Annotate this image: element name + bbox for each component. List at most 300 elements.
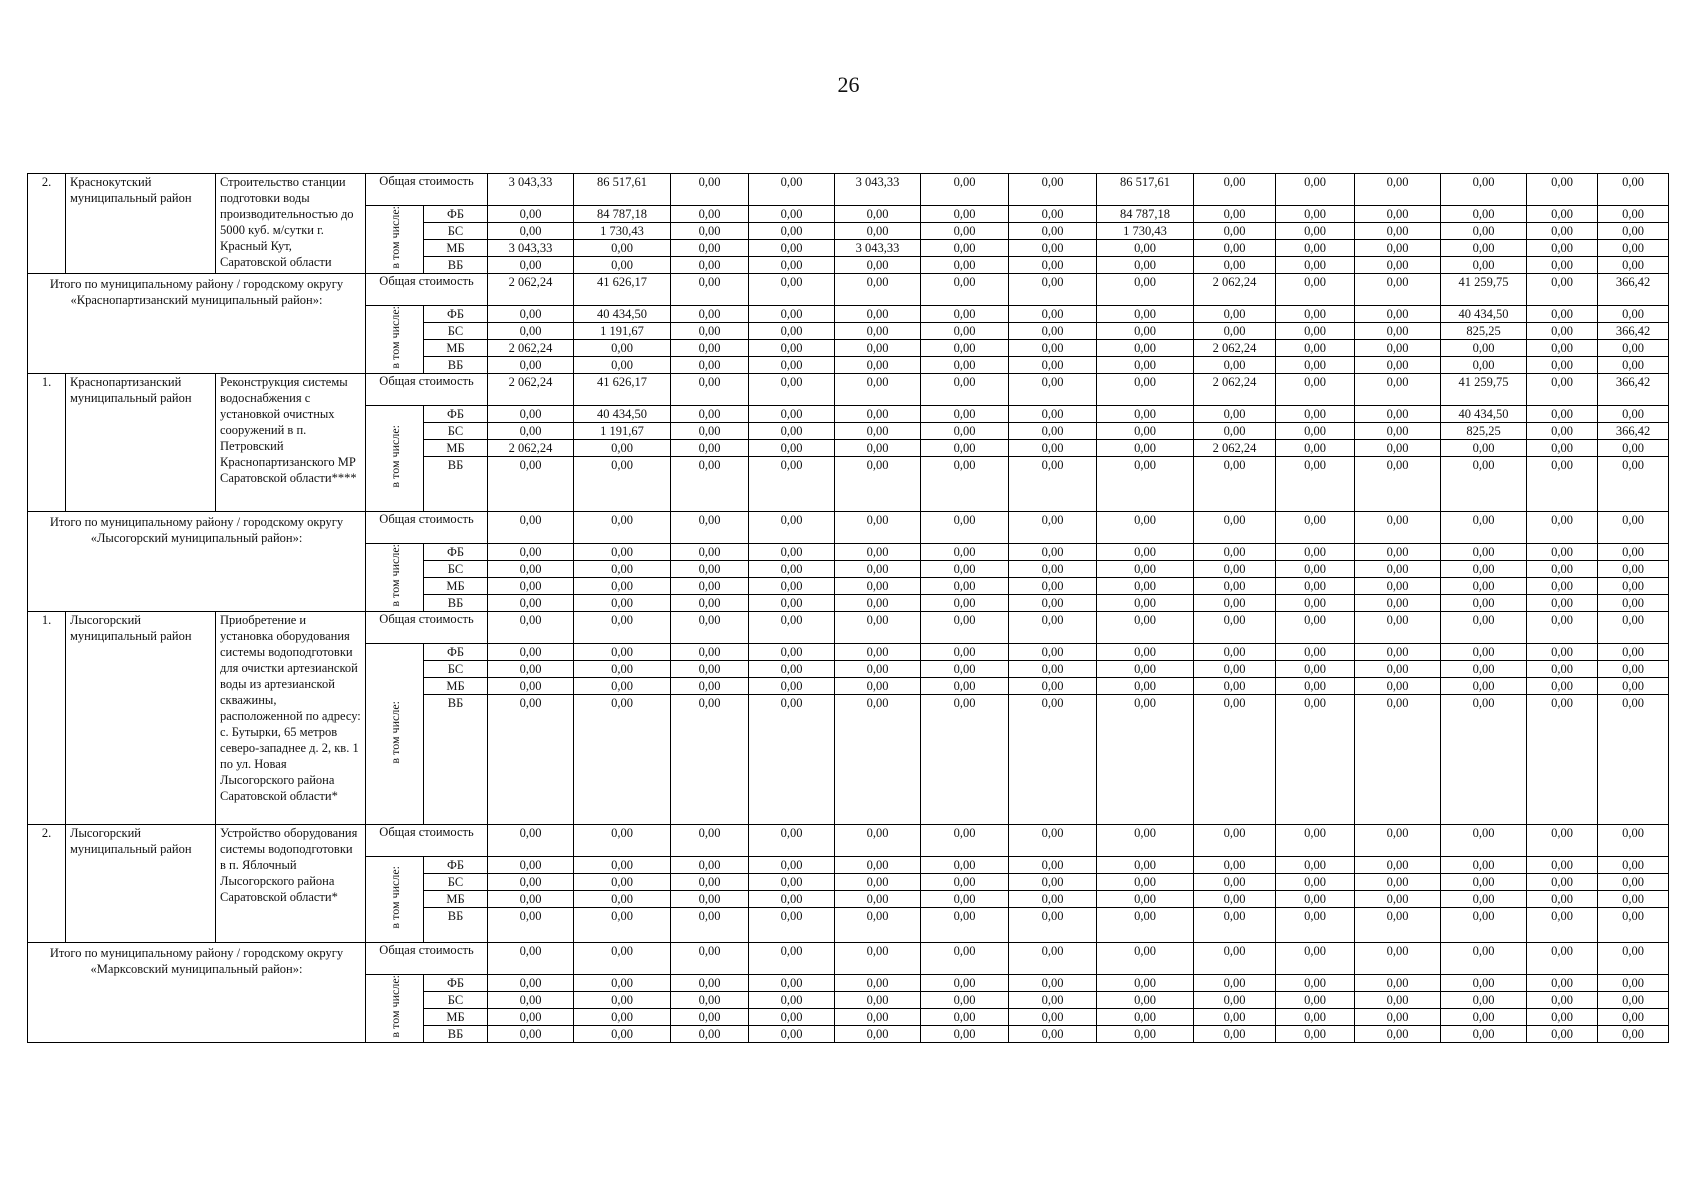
value-cell: 0,00: [1441, 257, 1527, 274]
value-cell: 0,00: [1441, 943, 1527, 975]
value-cell: 0,00: [1276, 274, 1355, 306]
value-cell: 0,00: [1194, 644, 1276, 661]
value-cell: 0,00: [749, 440, 835, 457]
table-row: [28, 825, 1669, 857]
value-cell: 0,00: [749, 943, 835, 975]
fund-source-label: ВБ: [424, 457, 488, 512]
value-cell: 0,00: [835, 440, 921, 457]
value-cell: 0,00: [1598, 874, 1669, 891]
value-cell: 0,00: [671, 340, 749, 357]
value-cell: 0,00: [574, 975, 671, 992]
value-cell: 0,00: [835, 357, 921, 374]
value-cell: 0,00: [671, 561, 749, 578]
including-label: [366, 644, 424, 825]
fund-source-label: БС: [424, 561, 488, 578]
value-cell: 0,00: [1527, 612, 1598, 644]
value-cell: 0,00: [921, 661, 1009, 678]
value-cell: 0,00: [1598, 975, 1669, 992]
value-cell: 0,00: [1598, 240, 1669, 257]
value-cell: 0,00: [1276, 825, 1355, 857]
value-cell: 0,00: [1527, 644, 1598, 661]
value-cell: 86 517,61: [1097, 174, 1194, 206]
value-cell: 0,00: [574, 595, 671, 612]
value-cell: 0,00: [574, 544, 671, 561]
value-cell: 0,00: [749, 206, 835, 223]
value-cell: 0,00: [1009, 661, 1097, 678]
value-cell: 0,00: [1194, 561, 1276, 578]
value-cell: 0,00: [835, 857, 921, 874]
table-row: [28, 612, 1669, 644]
value-cell: 2 062,24: [1194, 440, 1276, 457]
value-cell: 0,00: [1355, 440, 1441, 457]
value-cell: 0,00: [1276, 374, 1355, 406]
value-cell: 0,00: [749, 561, 835, 578]
value-cell: 0,00: [1009, 457, 1097, 512]
value-cell: 0,00: [749, 340, 835, 357]
fund-source-label: ФБ: [424, 644, 488, 661]
value-cell: 0,00: [1097, 661, 1194, 678]
value-cell: 0,00: [921, 223, 1009, 240]
value-cell: 0,00: [1441, 544, 1527, 561]
value-cell: 0,00: [1097, 595, 1194, 612]
value-cell: 0,00: [1194, 695, 1276, 825]
value-cell: 0,00: [1355, 423, 1441, 440]
value-cell: 0,00: [1441, 857, 1527, 874]
value-cell: 0,00: [1276, 891, 1355, 908]
value-cell: 0,00: [1009, 595, 1097, 612]
value-cell: 0,00: [671, 975, 749, 992]
value-cell: 0,00: [671, 240, 749, 257]
value-cell: 3 043,33: [488, 240, 574, 257]
value-cell: 0,00: [921, 874, 1009, 891]
fund-source-label: ВБ: [424, 1026, 488, 1043]
value-cell: 0,00: [1598, 406, 1669, 423]
value-cell: 0,00: [1009, 1009, 1097, 1026]
value-cell: 0,00: [1355, 891, 1441, 908]
value-cell: 0,00: [749, 274, 835, 306]
value-cell: 0,00: [1009, 644, 1097, 661]
fund-source-label: МБ: [424, 578, 488, 595]
value-cell: 0,00: [1527, 857, 1598, 874]
value-cell: 0,00: [1441, 644, 1527, 661]
value-cell: 0,00: [1276, 595, 1355, 612]
value-cell: 0,00: [835, 1009, 921, 1026]
value-cell: 0,00: [671, 578, 749, 595]
value-cell: 0,00: [835, 825, 921, 857]
subtotal-title: Итого по муниципальному району / городскому округу «Лысогорский муниципальный район»:: [28, 512, 366, 612]
value-cell: 0,00: [1276, 661, 1355, 678]
value-cell: 40 434,50: [1441, 306, 1527, 323]
fund-source-label: МБ: [424, 678, 488, 695]
value-cell: 0,00: [1527, 561, 1598, 578]
value-cell: 0,00: [1441, 561, 1527, 578]
value-cell: 0,00: [574, 561, 671, 578]
value-cell: 0,00: [1355, 306, 1441, 323]
table-row: [28, 943, 1669, 975]
value-cell: 0,00: [749, 457, 835, 512]
value-cell: 0,00: [835, 644, 921, 661]
value-cell: 0,00: [1598, 206, 1669, 223]
value-cell: 0,00: [1598, 992, 1669, 1009]
value-cell: 0,00: [1097, 306, 1194, 323]
item-number: 1.: [28, 374, 66, 512]
value-cell: 0,00: [921, 512, 1009, 544]
value-cell: 0,00: [749, 975, 835, 992]
value-cell: 0,00: [671, 223, 749, 240]
value-cell: 0,00: [835, 457, 921, 512]
value-cell: 2 062,24: [1194, 374, 1276, 406]
value-cell: 0,00: [749, 423, 835, 440]
value-cell: 0,00: [1009, 174, 1097, 206]
value-cell: 0,00: [1276, 943, 1355, 975]
including-label: [366, 975, 424, 1043]
value-cell: 0,00: [921, 340, 1009, 357]
value-cell: 0,00: [1355, 943, 1441, 975]
value-cell: 0,00: [488, 908, 574, 943]
value-cell: 0,00: [1598, 678, 1669, 695]
value-cell: 0,00: [1276, 644, 1355, 661]
value-cell: 0,00: [1097, 323, 1194, 340]
value-cell: 0,00: [1441, 1009, 1527, 1026]
value-cell: 0,00: [1194, 1026, 1276, 1043]
value-cell: 0,00: [671, 992, 749, 1009]
value-cell: 0,00: [1194, 457, 1276, 512]
value-cell: 0,00: [1441, 612, 1527, 644]
value-cell: 0,00: [835, 595, 921, 612]
item-number: 2.: [28, 825, 66, 943]
value-cell: 0,00: [671, 943, 749, 975]
table-row: [28, 374, 1669, 406]
value-cell: 0,00: [671, 644, 749, 661]
value-cell: 0,00: [1527, 257, 1598, 274]
value-cell: 0,00: [1527, 206, 1598, 223]
value-cell: 0,00: [671, 512, 749, 544]
total-cost-label: Общая стоимость: [366, 374, 488, 406]
value-cell: 0,00: [1527, 323, 1598, 340]
value-cell: 0,00: [1276, 340, 1355, 357]
including-text: в том числе:: [387, 975, 402, 1038]
value-cell: 0,00: [1194, 306, 1276, 323]
value-cell: 0,00: [1276, 257, 1355, 274]
value-cell: 0,00: [921, 561, 1009, 578]
value-cell: 0,00: [671, 1026, 749, 1043]
value-cell: 0,00: [749, 512, 835, 544]
value-cell: 3 043,33: [835, 240, 921, 257]
value-cell: 0,00: [1355, 174, 1441, 206]
value-cell: 0,00: [1355, 357, 1441, 374]
value-cell: 2 062,24: [1194, 274, 1276, 306]
value-cell: 0,00: [1097, 544, 1194, 561]
value-cell: 0,00: [671, 306, 749, 323]
value-cell: 0,00: [488, 992, 574, 1009]
value-cell: 0,00: [1355, 695, 1441, 825]
value-cell: 0,00: [1194, 908, 1276, 943]
value-cell: 0,00: [488, 891, 574, 908]
value-cell: 0,00: [749, 595, 835, 612]
value-cell: 0,00: [1276, 857, 1355, 874]
value-cell: 0,00: [1276, 544, 1355, 561]
value-cell: 0,00: [921, 908, 1009, 943]
value-cell: 0,00: [1441, 661, 1527, 678]
value-cell: 0,00: [574, 578, 671, 595]
value-cell: 0,00: [921, 695, 1009, 825]
district-name: Краснокутский муниципальный район: [66, 174, 216, 274]
value-cell: 0,00: [1009, 406, 1097, 423]
value-cell: 0,00: [1355, 595, 1441, 612]
value-cell: 0,00: [488, 1009, 574, 1026]
value-cell: 0,00: [1598, 561, 1669, 578]
fund-source-label: МБ: [424, 340, 488, 357]
value-cell: 0,00: [921, 544, 1009, 561]
value-cell: 0,00: [921, 257, 1009, 274]
value-cell: 0,00: [1527, 274, 1598, 306]
project-name: Реконструкция системы водоснабжения с установкой очистных сооружений в п. Петровский Краснопартизанского МР Саратовской области****: [216, 374, 366, 512]
value-cell: 0,00: [1598, 1026, 1669, 1043]
value-cell: 0,00: [671, 457, 749, 512]
value-cell: 0,00: [671, 874, 749, 891]
value-cell: 0,00: [1009, 223, 1097, 240]
value-cell: 0,00: [1527, 943, 1598, 975]
value-cell: 0,00: [1441, 1026, 1527, 1043]
value-cell: 0,00: [749, 323, 835, 340]
value-cell: 84 787,18: [1097, 206, 1194, 223]
value-cell: 0,00: [1194, 578, 1276, 595]
value-cell: 0,00: [1009, 695, 1097, 825]
value-cell: 0,00: [1194, 1009, 1276, 1026]
subtotal-title: Итого по муниципальному району / городскому округу «Краснопартизанский муниципальный район»:: [28, 274, 366, 374]
fund-source-label: ВБ: [424, 595, 488, 612]
value-cell: 0,00: [488, 857, 574, 874]
value-cell: 366,42: [1598, 323, 1669, 340]
value-cell: 0,00: [1598, 908, 1669, 943]
value-cell: 0,00: [1355, 512, 1441, 544]
value-cell: 2 062,24: [1194, 340, 1276, 357]
value-cell: 0,00: [1355, 340, 1441, 357]
value-cell: 0,00: [1355, 992, 1441, 1009]
value-cell: 0,00: [1598, 512, 1669, 544]
value-cell: 0,00: [1009, 257, 1097, 274]
value-cell: 0,00: [1355, 825, 1441, 857]
value-cell: 0,00: [921, 578, 1009, 595]
value-cell: 0,00: [574, 943, 671, 975]
value-cell: 0,00: [488, 661, 574, 678]
value-cell: 0,00: [1355, 857, 1441, 874]
total-cost-label: Общая стоимость: [366, 512, 488, 544]
total-cost-label: Общая стоимость: [366, 943, 488, 975]
value-cell: 0,00: [574, 874, 671, 891]
value-cell: 0,00: [1441, 908, 1527, 943]
value-cell: 0,00: [1355, 457, 1441, 512]
value-cell: 0,00: [1009, 857, 1097, 874]
value-cell: 0,00: [1276, 240, 1355, 257]
value-cell: 0,00: [1355, 644, 1441, 661]
value-cell: 40 434,50: [574, 406, 671, 423]
value-cell: 0,00: [1097, 423, 1194, 440]
value-cell: 0,00: [749, 612, 835, 644]
fund-source-label: ФБ: [424, 544, 488, 561]
value-cell: 0,00: [1527, 1009, 1598, 1026]
value-cell: 0,00: [1009, 423, 1097, 440]
value-cell: 0,00: [574, 257, 671, 274]
value-cell: 0,00: [1527, 440, 1598, 457]
value-cell: 0,00: [749, 374, 835, 406]
district-name: Краснопартизанский муниципальный район: [66, 374, 216, 512]
item-number: 2.: [28, 174, 66, 274]
value-cell: 0,00: [488, 595, 574, 612]
value-cell: 2 062,24: [488, 340, 574, 357]
value-cell: 0,00: [1276, 992, 1355, 1009]
value-cell: 0,00: [671, 357, 749, 374]
value-cell: 0,00: [1097, 340, 1194, 357]
value-cell: 0,00: [1276, 1026, 1355, 1043]
table-row: [28, 274, 1669, 306]
value-cell: 0,00: [1441, 678, 1527, 695]
value-cell: 0,00: [1194, 544, 1276, 561]
value-cell: 0,00: [1009, 992, 1097, 1009]
value-cell: 0,00: [1097, 357, 1194, 374]
value-cell: 0,00: [1009, 274, 1097, 306]
value-cell: 0,00: [921, 240, 1009, 257]
value-cell: 0,00: [1527, 825, 1598, 857]
value-cell: 0,00: [1276, 612, 1355, 644]
value-cell: 0,00: [1009, 240, 1097, 257]
district-name: Лысогорский муниципальный район: [66, 612, 216, 825]
fund-source-label: ФБ: [424, 975, 488, 992]
value-cell: 0,00: [1097, 561, 1194, 578]
value-cell: 0,00: [488, 223, 574, 240]
value-cell: 0,00: [1527, 306, 1598, 323]
value-cell: 0,00: [1097, 274, 1194, 306]
value-cell: 0,00: [921, 612, 1009, 644]
value-cell: 0,00: [1009, 206, 1097, 223]
value-cell: 0,00: [1276, 1009, 1355, 1026]
value-cell: 0,00: [921, 306, 1009, 323]
value-cell: 0,00: [1097, 374, 1194, 406]
value-cell: 0,00: [1527, 406, 1598, 423]
value-cell: 0,00: [1441, 440, 1527, 457]
including-label: [366, 206, 424, 274]
value-cell: 0,00: [835, 374, 921, 406]
funding-table: [27, 173, 1669, 1043]
value-cell: 0,00: [1097, 1026, 1194, 1043]
including-text: в том числе:: [387, 866, 402, 929]
value-cell: 0,00: [574, 1026, 671, 1043]
value-cell: 0,00: [1097, 678, 1194, 695]
value-cell: 0,00: [749, 223, 835, 240]
value-cell: 0,00: [1355, 908, 1441, 943]
value-cell: 0,00: [1276, 975, 1355, 992]
value-cell: 0,00: [1355, 374, 1441, 406]
value-cell: 0,00: [1009, 440, 1097, 457]
value-cell: 2 062,24: [488, 374, 574, 406]
value-cell: 0,00: [574, 457, 671, 512]
value-cell: 0,00: [488, 457, 574, 512]
value-cell: 0,00: [1441, 578, 1527, 595]
value-cell: 1 730,43: [574, 223, 671, 240]
value-cell: 0,00: [749, 678, 835, 695]
value-cell: 0,00: [574, 992, 671, 1009]
value-cell: 0,00: [1276, 323, 1355, 340]
value-cell: 0,00: [1194, 406, 1276, 423]
value-cell: 0,00: [671, 374, 749, 406]
value-cell: 0,00: [1355, 274, 1441, 306]
value-cell: 0,00: [574, 825, 671, 857]
value-cell: 0,00: [1194, 174, 1276, 206]
value-cell: 0,00: [749, 992, 835, 1009]
value-cell: 0,00: [1527, 1026, 1598, 1043]
value-cell: 0,00: [749, 825, 835, 857]
table-row: [28, 512, 1669, 544]
value-cell: 0,00: [1598, 457, 1669, 512]
value-cell: 0,00: [1276, 223, 1355, 240]
value-cell: 0,00: [1276, 357, 1355, 374]
value-cell: 0,00: [835, 340, 921, 357]
value-cell: 0,00: [1598, 943, 1669, 975]
value-cell: 0,00: [921, 440, 1009, 457]
project-name: Устройство оборудования системы водоподготовки в п. Яблочный Лысогорского района Саратовской области*: [216, 825, 366, 943]
value-cell: 0,00: [1598, 857, 1669, 874]
value-cell: 0,00: [921, 992, 1009, 1009]
value-cell: 0,00: [1355, 612, 1441, 644]
value-cell: 0,00: [1598, 174, 1669, 206]
value-cell: 0,00: [1194, 240, 1276, 257]
value-cell: 0,00: [1194, 595, 1276, 612]
value-cell: 0,00: [488, 544, 574, 561]
value-cell: 0,00: [1441, 975, 1527, 992]
value-cell: 0,00: [835, 661, 921, 678]
value-cell: 0,00: [1355, 874, 1441, 891]
fund-source-label: МБ: [424, 440, 488, 457]
value-cell: 0,00: [488, 561, 574, 578]
value-cell: 86 517,61: [574, 174, 671, 206]
including-text: в том числе:: [387, 206, 402, 269]
value-cell: 0,00: [1194, 612, 1276, 644]
value-cell: 0,00: [749, 891, 835, 908]
value-cell: 0,00: [1355, 544, 1441, 561]
value-cell: 0,00: [835, 323, 921, 340]
value-cell: 0,00: [921, 357, 1009, 374]
value-cell: 0,00: [1527, 512, 1598, 544]
value-cell: 0,00: [921, 891, 1009, 908]
value-cell: 0,00: [1527, 357, 1598, 374]
value-cell: 0,00: [671, 891, 749, 908]
value-cell: 0,00: [921, 644, 1009, 661]
value-cell: 0,00: [1097, 644, 1194, 661]
value-cell: 0,00: [1194, 891, 1276, 908]
value-cell: 0,00: [1598, 1009, 1669, 1026]
value-cell: 0,00: [1097, 908, 1194, 943]
value-cell: 0,00: [1097, 975, 1194, 992]
value-cell: 0,00: [488, 512, 574, 544]
value-cell: 0,00: [1527, 423, 1598, 440]
value-cell: 0,00: [1441, 874, 1527, 891]
value-cell: 0,00: [835, 695, 921, 825]
value-cell: 0,00: [488, 206, 574, 223]
subtotal-title: Итого по муниципальному району / городскому округу «Марксовский муниципальный район»:: [28, 943, 366, 1043]
value-cell: 2 062,24: [488, 440, 574, 457]
value-cell: 0,00: [835, 943, 921, 975]
value-cell: 41 626,17: [574, 274, 671, 306]
value-cell: 0,00: [1441, 357, 1527, 374]
value-cell: 0,00: [921, 857, 1009, 874]
value-cell: 0,00: [1276, 440, 1355, 457]
value-cell: 0,00: [574, 512, 671, 544]
value-cell: 0,00: [1009, 561, 1097, 578]
value-cell: 0,00: [1097, 257, 1194, 274]
value-cell: 0,00: [1441, 825, 1527, 857]
value-cell: 0,00: [1276, 306, 1355, 323]
including-text: в том числе:: [387, 425, 402, 488]
